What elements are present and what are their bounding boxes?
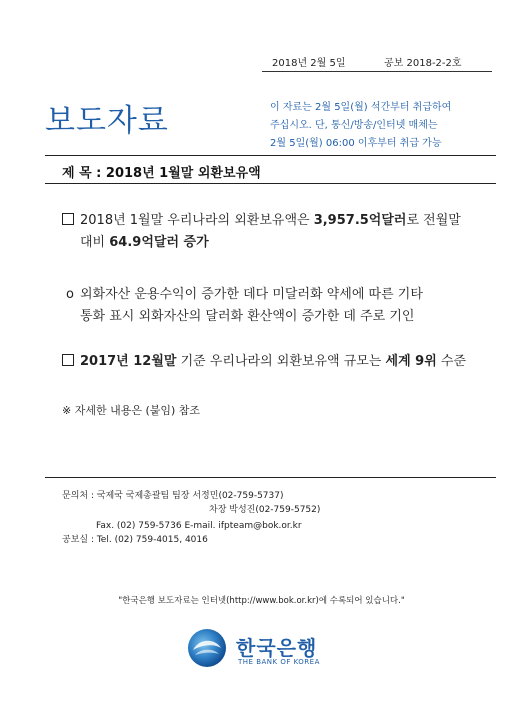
embargo-line: 이 자료는 2월 5일(월) 석간부터 취급하여: [270, 102, 452, 113]
contact-rule: [45, 477, 496, 478]
embargo-line: 2월 5일(월) 06:00 이후부터 취급 가능: [270, 138, 442, 149]
embargo-notice: [270, 99, 510, 153]
bullet-text: 통화 표시 외화자산의 달러화 환산액이 증가한 데 주로 기인: [80, 309, 415, 324]
bullet-text: 기준 우리나라의 외환보유액 규모는: [176, 354, 386, 369]
contact-fax-email: Fax. (02) 759-5736 E-mail. ifpteam@bok.or.kr: [96, 521, 302, 531]
bullet-text: 대비: [80, 235, 110, 250]
website-note: "한국은행 보도자료는 인터넷(http://www.bok.or.kr)에 수록되어 있습니다.": [118, 596, 405, 606]
circle-bullet-marker: o: [66, 287, 74, 302]
bullet-highlight: 3,957.5억달러: [313, 213, 407, 228]
bullet-text: 2018년 1월말 우리나라의 외환보유액은: [80, 213, 314, 228]
bullet-world-rank: [62, 351, 492, 373]
logo-english-name: THE BANK OF KOREA: [238, 658, 320, 666]
bullet-highlight: 64.9억달러 증가: [109, 235, 209, 250]
bullet-reason: [66, 284, 486, 328]
bullet-text: 로 전월말: [406, 213, 461, 228]
release-date: 2018년 2월 5일: [272, 58, 346, 69]
bullet-text: 수준: [436, 354, 467, 369]
bullet-highlight: 세계 9위: [385, 354, 437, 369]
contact-line: 문의처 : 국제국 국제총괄팀 팀장 서정민(02-759-5737): [62, 491, 284, 501]
contact-line: 차장 박성진(02-759-5752): [209, 505, 321, 515]
square-bullet-icon: [62, 213, 74, 225]
bullet-highlight: 2017년 12월말: [80, 354, 177, 369]
reference-note: ※ 자세한 내용은 (붙임) 참조: [62, 404, 201, 417]
header-rule: [262, 71, 492, 72]
square-bullet-icon: [62, 354, 74, 366]
subject-rule-bottom: [45, 183, 496, 184]
bank-of-korea-logo-icon: [187, 628, 227, 668]
page-title: 보도자료: [45, 103, 169, 139]
subject-rule-top: [45, 155, 496, 156]
bullet-text: 외화자산 운용수익이 증가한 데다 미달러화 약세에 따른 기타: [80, 287, 423, 302]
logo-korean-name: 한국은행: [236, 636, 318, 660]
bullet-reserves-total: [62, 210, 482, 254]
contact-pr-office: 공보실 : Tel. (02) 759-4015, 4016: [62, 535, 208, 545]
subject-line: 제 목 : 2018년 1월말 외환보유액: [62, 166, 261, 181]
embargo-line: 주십시오. 단, 통신/방송/인터넷 매체는: [270, 120, 438, 131]
release-reference: 공보 2018-2-2호: [384, 58, 462, 69]
